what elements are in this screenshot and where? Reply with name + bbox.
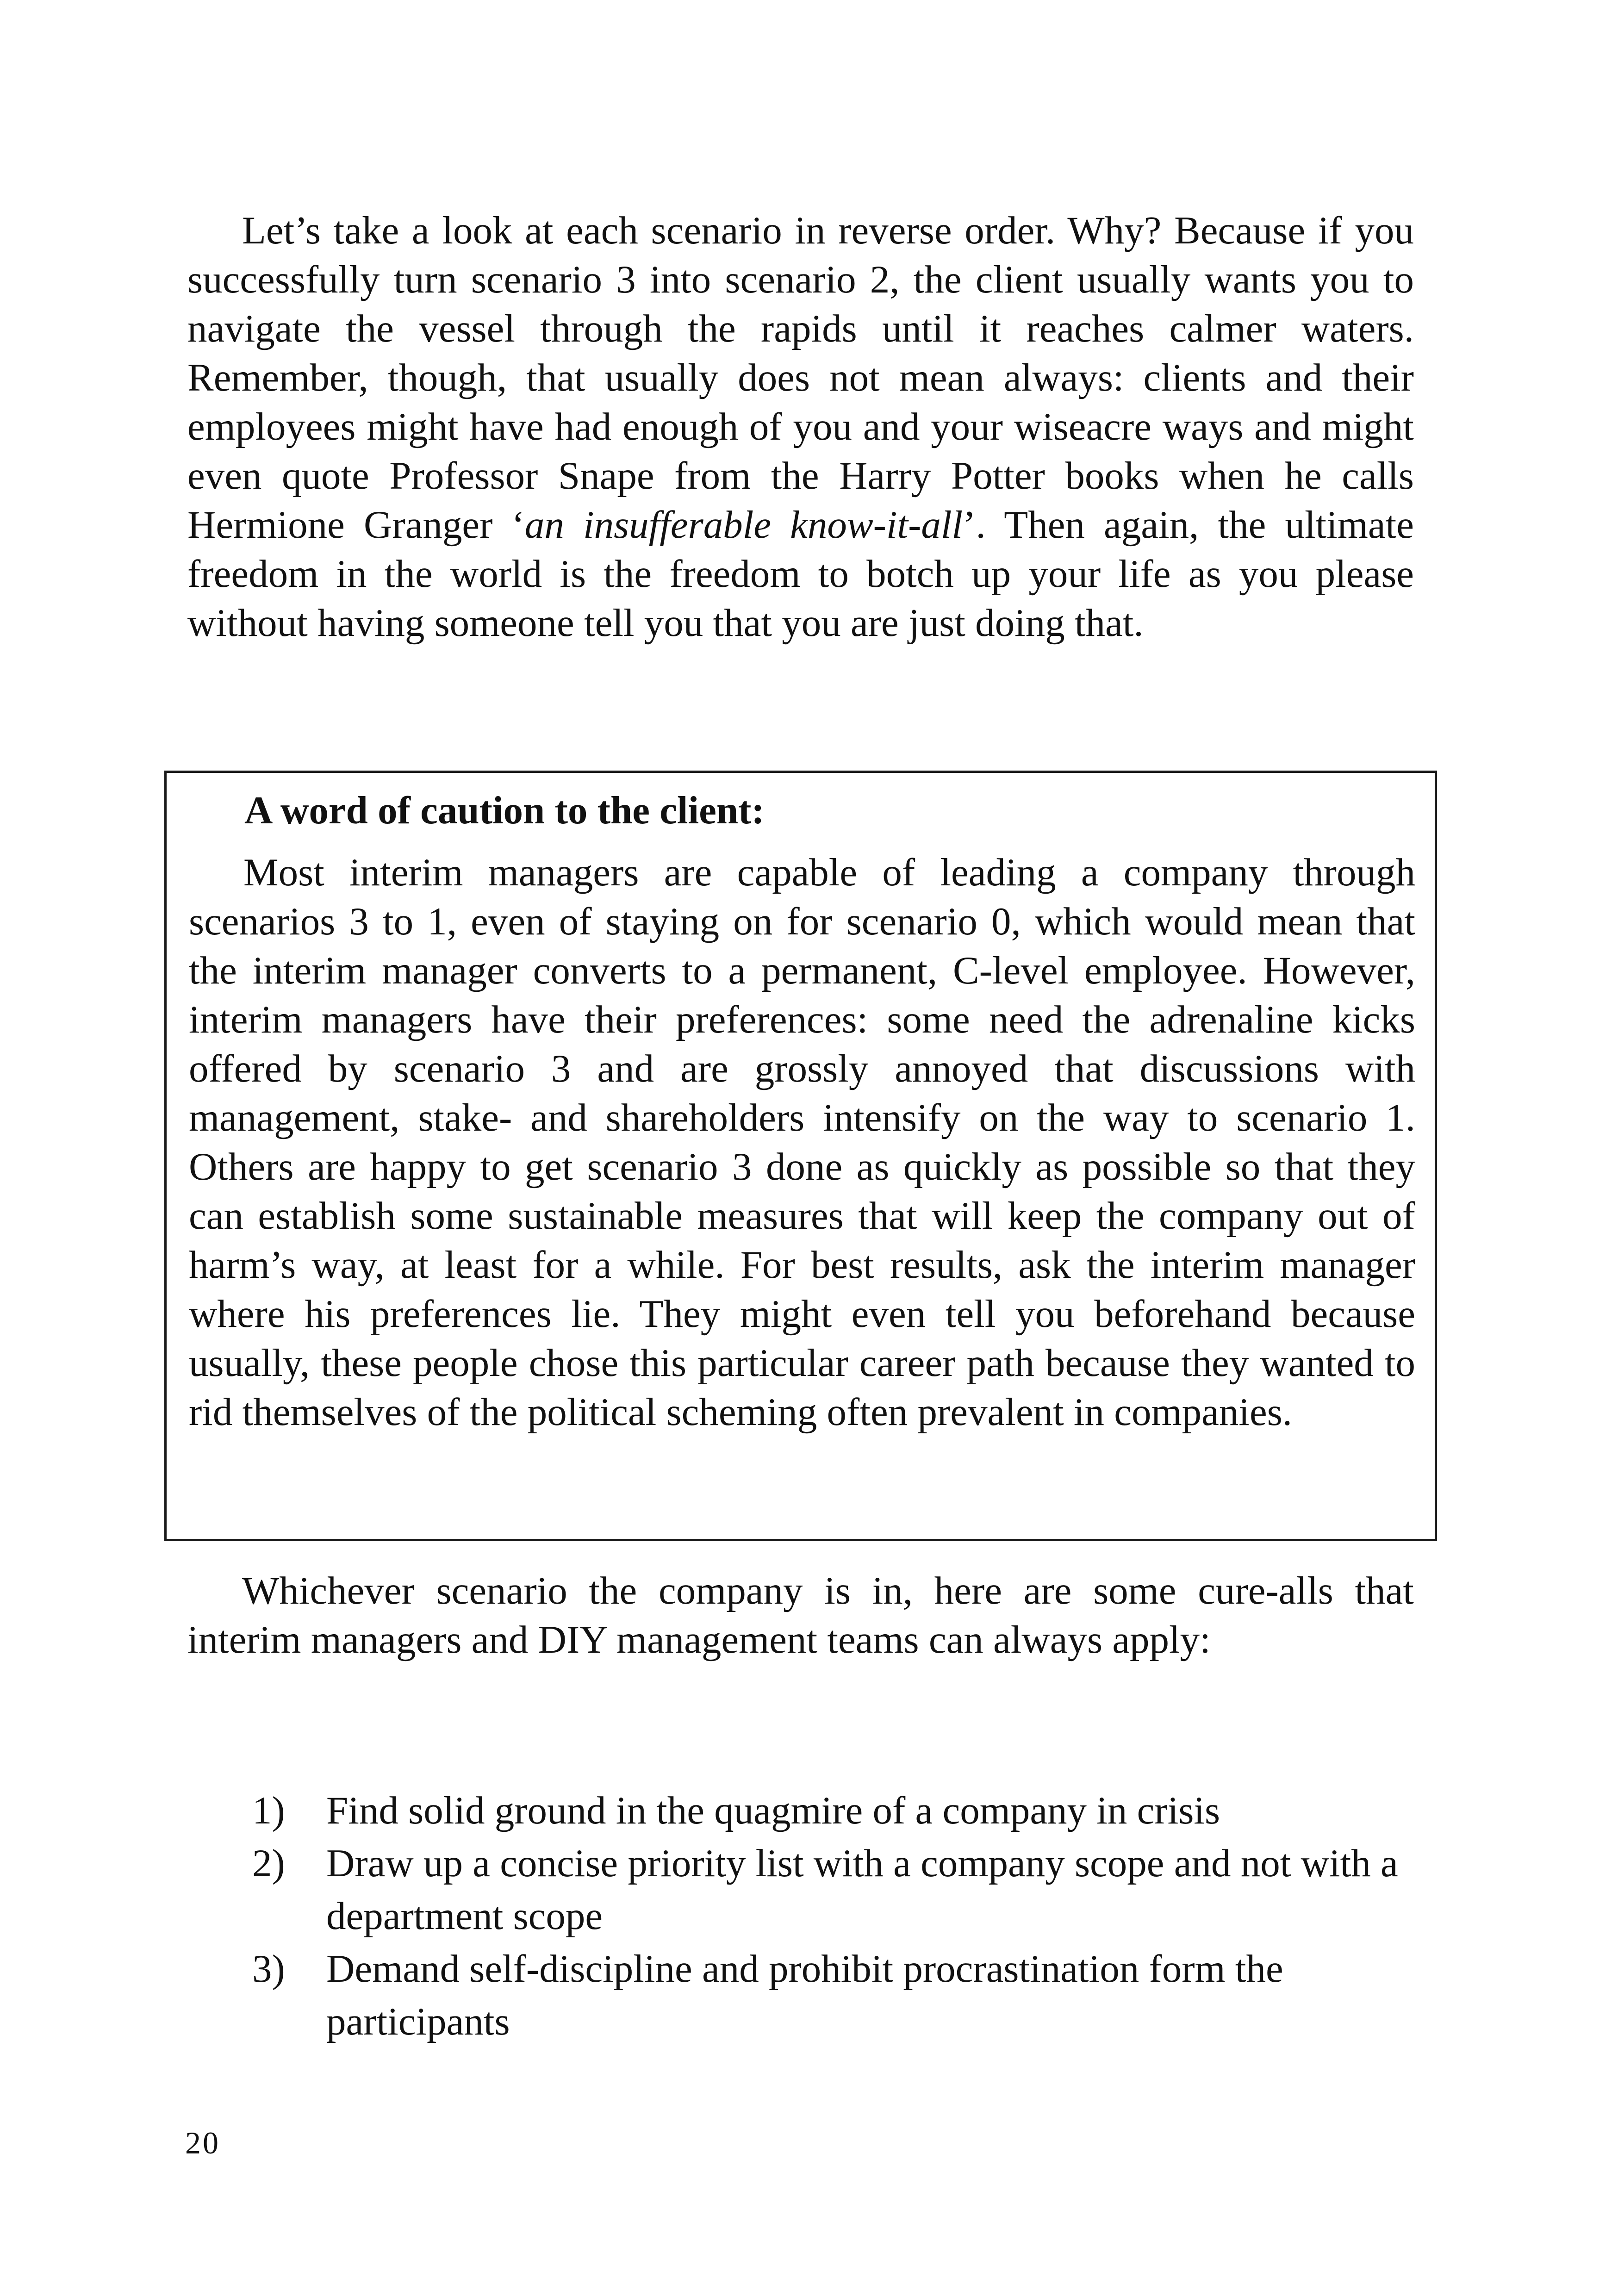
list-item	[252, 1837, 1409, 1942]
intro-quote: an insufferable know-it-all	[524, 503, 963, 547]
outro-paragraph: Whichever scenario the company is in, here are some cure-alls that interim managers and DIY management teams can always apply:	[187, 1569, 1414, 1661]
list-item-number: 1)	[252, 1789, 285, 1832]
caution-body: Most interim managers are capable of leading a company through scenarios 3 to 1, even of staying on for scenario 0, which would mean that the interim manager converts to a permanent, C-level employee. However, interim managers have their preferences: some need the adrenaline kicks offered by scenario 3 and are grossly annoyed that discussions with management, stake- and shareholders intensify on the way to scenario 1. Others are happy to get scenario 3 done as quickly as possible so that they can establish some sustainable measures that will keep the company out of harm’s way, at least for a while. For best results, ask the interim manager where his preferences lie. They might even tell you beforehand because usually, these people chose this particular career path because they wanted to rid themselves of the political scheming often prevalent in companies.	[189, 851, 1415, 1434]
list-item-number: 3)	[252, 1947, 285, 1991]
intro-text-before: Let’s take a look at each scenario in reverse order. Why? Because if you successfully turn scenario 3 into scenario 2, the client usually wants you to navigate the vessel through the rapids until it reaches calmer waters. Remember, though, that usually does not mean always: clients and their employees might have had enough of you and your wiseacre ways and might even quote Professor Snape from the Harry Potter books when he calls Hermione Granger ‘	[187, 209, 1414, 547]
cure-all-list	[252, 1784, 1409, 2048]
list-item-text: Find solid ground in the quagmire of a company in crisis	[326, 1789, 1220, 1832]
caution-box	[164, 771, 1437, 1541]
list-item	[252, 1942, 1409, 2048]
caution-heading: A word of caution to the client:	[244, 789, 765, 832]
intro-text-after: ’. Then again, the ultimate freedom in the world is the freedom to botch up your life as you please without having someone tell you that you are just doing that.	[187, 503, 1414, 645]
page-number: 20	[185, 2125, 220, 2160]
list-item-text: Draw up a concise priority list with a company scope and not with a department scope	[326, 1842, 1398, 1938]
list-item-number: 2)	[252, 1842, 285, 1885]
list-item-text: Demand self-discipline and prohibit procrastination form the participants	[326, 1947, 1283, 2043]
list-item	[252, 1784, 1409, 1837]
intro-paragraph	[187, 206, 1414, 647]
